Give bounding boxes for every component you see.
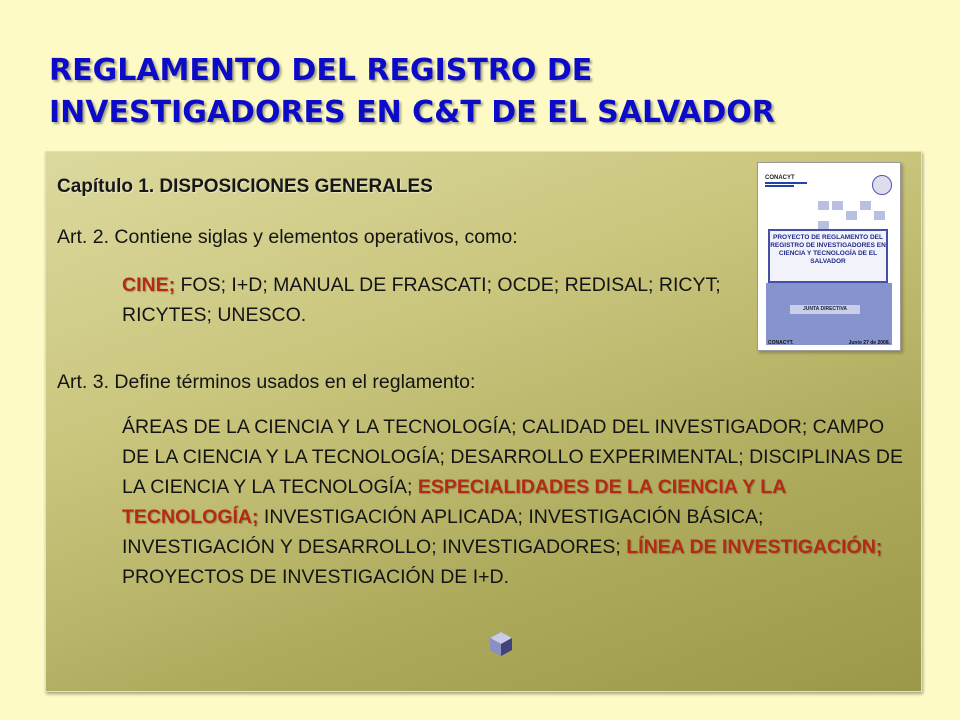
highlight-especialidades: ESPECIALIDADES DE LA CIENCIA Y LA TECNOLOGÍA;: [122, 476, 786, 528]
gem-icon[interactable]: [488, 631, 514, 657]
article-3: Art. 3. Define términos usados en el reglamento:: [57, 371, 476, 393]
slide-title-line2: INVESTIGADORES EN C&T DE EL SALVADOR: [49, 95, 775, 130]
article-2: Art. 2. Contiene siglas y elementos operativos, como:: [57, 226, 518, 248]
article-3-text-3: PROYECTOS DE INVESTIGACIÓN DE I+D.: [122, 566, 510, 588]
article-2-list: [122, 270, 732, 330]
highlight-cine: CINE;: [122, 274, 176, 296]
cover-subtitle: JUNTA DIRECTIVA: [790, 305, 860, 314]
decor-square: [818, 201, 829, 210]
conacyt-logo: CONACYT: [765, 175, 807, 187]
article-3-text-2: INVESTIGACIÓN APLICADA; INVESTIGACIÓN BÁSICA; INVESTIGACIÓN Y DESARROLLO; INVESTIGADORES;: [122, 506, 764, 558]
slide-title: [49, 50, 929, 134]
decor-square: [832, 201, 843, 210]
seal-icon: [872, 175, 892, 195]
article-3-text-1: ÁREAS DE LA CIENCIA Y LA TECNOLOGÍA; CALIDAD DEL INVESTIGADOR; CAMPO DE LA CIENCIA Y LA TECNOLOGÍA; DESARROLLO EXPERIMENTAL; DISCIPLINAS DE LA CIENCIA Y LA TECNOLOGÍA;: [122, 416, 903, 498]
slide-title-line1: REGLAMENTO DEL REGISTRO DE: [49, 53, 593, 88]
cover-band: [766, 283, 892, 345]
article-2-list-text: FOS; I+D; MANUAL DE FRASCATI; OCDE; REDISAL; RICYT; RICYTES; UNESCO.: [122, 274, 721, 326]
cover-title: PROYECTO DE REGLAMENTO DEL REGISTRO DE INVESTIGADORES EN CIENCIA Y TECNOLOGÍA DE EL SALVADOR: [768, 229, 888, 283]
article-3-list: [122, 412, 912, 592]
highlight-linea: LÍNEA DE INVESTIGACIÓN;: [626, 536, 883, 558]
chapter-heading: Capítulo 1. DISPOSICIONES GENERALES: [57, 176, 433, 197]
decor-square: [846, 211, 857, 220]
decor-square: [874, 211, 885, 220]
decor-square: [860, 201, 871, 210]
document-thumbnail: CONACYT PROYECTO DE REGLAMENTO DEL REGISTRO DE INVESTIGADORES EN CIENCIA Y TECNOLOGÍA DE EL SALVADOR JUNTA DIRECTIVA CONACYT. Junio 27 de 2008.: [757, 162, 901, 351]
